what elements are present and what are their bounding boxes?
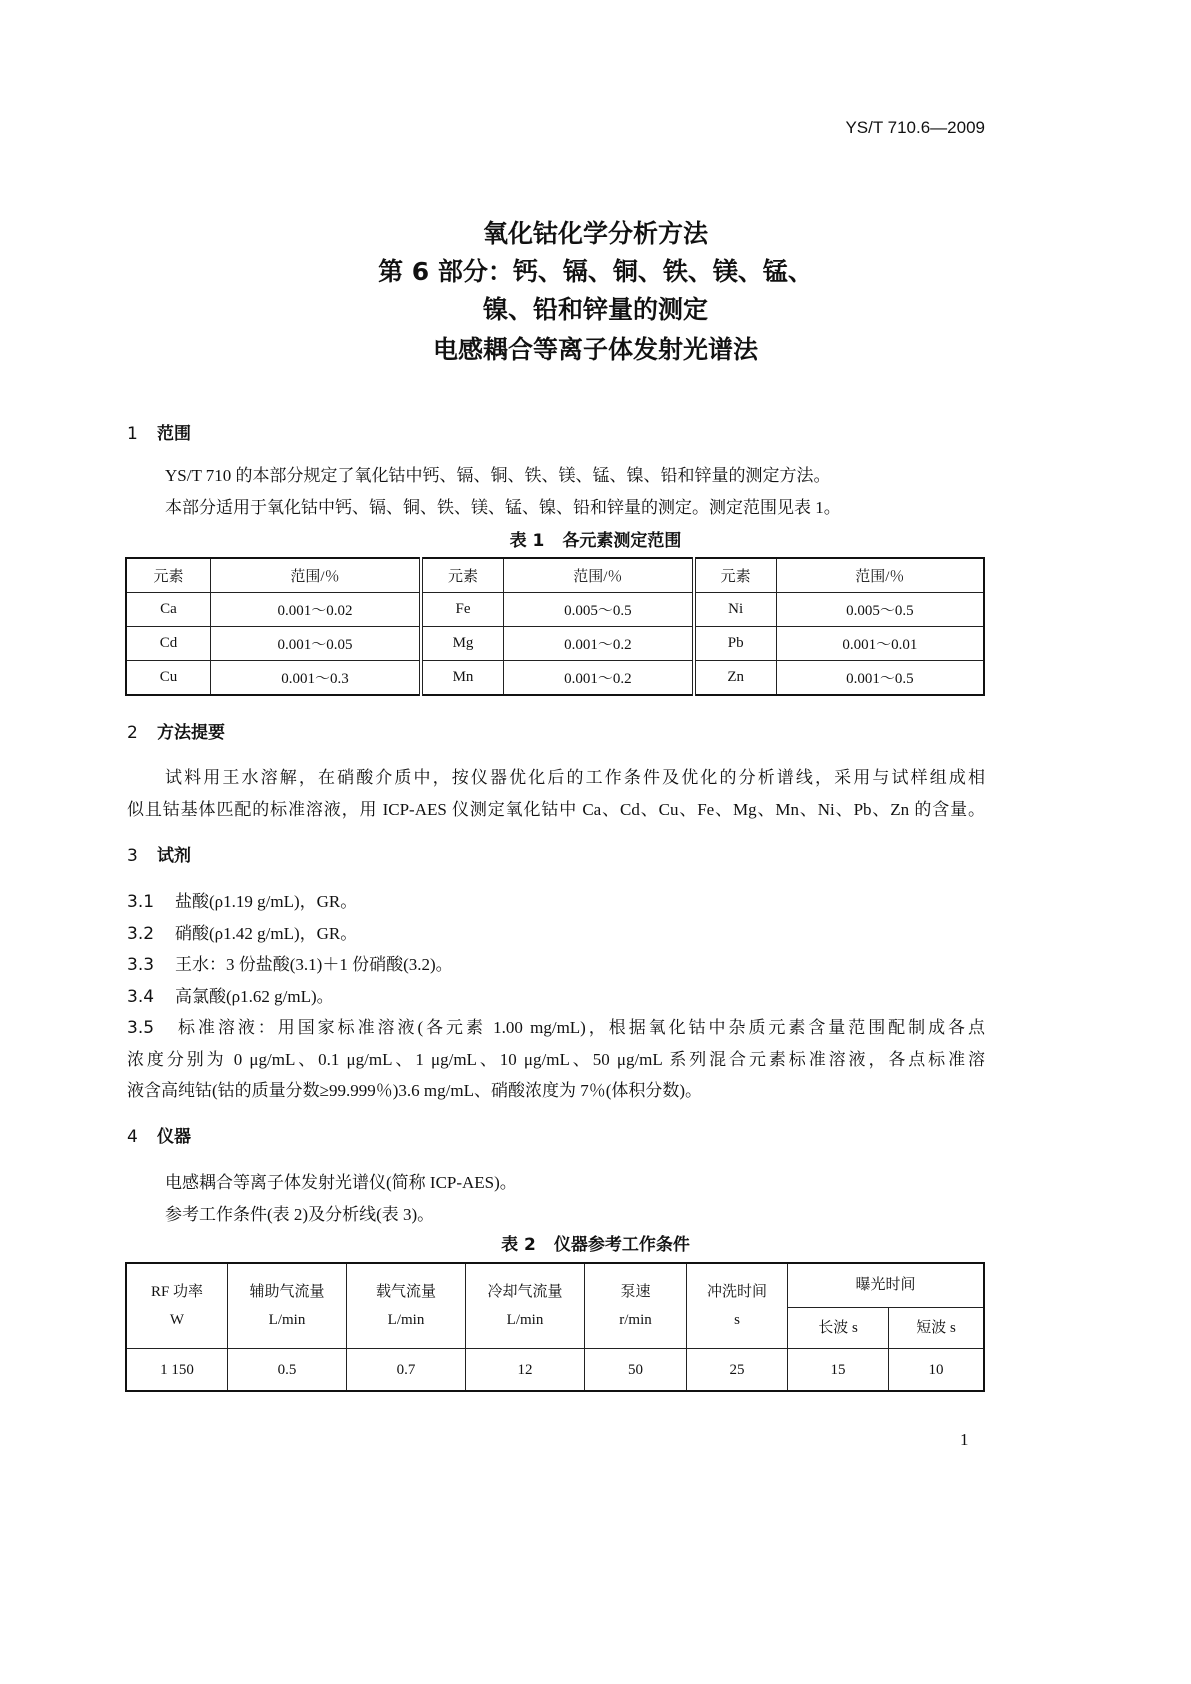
section-heading: 4 仪器 xyxy=(127,1127,191,1147)
list-item: 3.1 盐酸(ρ1.19 g/mL)，GR。 xyxy=(127,892,358,912)
list-item-continuation: 液含高纯钴(钴的质量分数≥99.999％)3.6 mg/mL、硝酸浓度为 7％(体积分数)。 xyxy=(127,1081,703,1100)
paragraph: 本部分适用于氧化钴中钙、镉、铜、铁、镁、锰、镍、铅和锌量的测定。测定范围见表 1。 xyxy=(165,498,841,517)
table1 xyxy=(125,557,985,696)
table-row: Cu 0.001～0.3 Mn 0.001～0.2 Zn 0.001～0.5 xyxy=(126,661,984,696)
paragraph: 电感耦合等离子体发射光谱仪(简称 ICP-AES)。 xyxy=(165,1173,517,1192)
list-item: 3.4 高氯酸(ρ1.62 g/mL)。 xyxy=(127,987,334,1007)
title-line: 电感耦合等离子体发射光谱法 xyxy=(432,335,758,364)
section-heading: 3 试剂 xyxy=(127,846,191,866)
section-heading: 1 范围 xyxy=(127,424,191,444)
page-number: 1 xyxy=(960,1430,969,1449)
table-row: Ca 0.001～0.02 Fe 0.005～0.5 Ni 0.005～0.5 xyxy=(126,593,984,627)
list-item: 3.3 王水：3 份盐酸(3.1)＋1 份硝酸(3.2)。 xyxy=(127,955,453,975)
table-row: Cd 0.001～0.05 Mg 0.001～0.2 Pb 0.001～0.01 xyxy=(126,627,984,661)
standard-number: YS/T 710.6—2009 xyxy=(845,118,985,137)
paragraph: YS/T 710 的本部分规定了氧化钴中钙、镉、铜、铁、镁、锰、镍、铅和锌量的测定方法。 xyxy=(165,466,831,485)
title-line: 氧化钴化学分析方法 xyxy=(482,219,708,248)
table-header-row: RF 功率 W 辅助气流量 L/min 载气流量 L/min 冷却气流量 L/min 泵速 r/min 冲洗时间 s 曝光时间 xyxy=(126,1263,984,1307)
paragraph: 参考工作条件(表 2)及分析线(表 3)。 xyxy=(165,1205,435,1224)
table1-caption: 表 1 各元素测定范围 xyxy=(509,531,682,551)
paragraph: 似且钴基体匹配的标准溶液，用 ICP-AES 仪测定氧化钴中 Ca、Cd、Cu、Fe、Mg、Mn、Ni、Pb、Zn 的含量。 xyxy=(127,800,985,819)
table-row: 1 150 0.5 0.7 12 50 25 15 10 xyxy=(126,1349,984,1392)
paragraph: 试料用王水溶解，在硝酸介质中，按仪器优化后的工作条件及优化的分析谱线，采用与试样组成相 xyxy=(165,768,985,787)
title-line: 镍、铅和锌量的测定 xyxy=(482,295,708,324)
table2: RF 功率 W 辅助气流量 L/min 载气流量 L/min 冷却气流量 L/min 泵速 r/min 冲洗时间 s 曝光时间 长波 s 短波 s 1 150 0.5 0.7 12 50 25 15 10 xyxy=(125,1262,985,1392)
list-item: 3.5 标准溶液：用国家标准溶液(各元素 1.00 mg/mL)，根据氧化钴中杂质元素含量范围配制成各点 xyxy=(127,1018,985,1038)
table-header-row: 元素 范围/％ 元素 范围/％ 元素 范围/％ xyxy=(126,558,984,593)
table2-caption: 表 2 仪器参考工作条件 xyxy=(501,1235,690,1255)
list-item: 3.2 硝酸(ρ1.42 g/mL)，GR。 xyxy=(127,924,358,944)
title-line: 第 6 部分：钙、镉、铜、铁、镁、锰、 xyxy=(378,257,813,286)
section-heading: 2 方法提要 xyxy=(127,723,225,743)
list-item-continuation: 浓度分别为 0 μg/mL、0.1 μg/mL、1 μg/mL、10 μg/mL、50 μg/mL 系列混合元素标准溶液，各点标准溶 xyxy=(127,1050,985,1069)
